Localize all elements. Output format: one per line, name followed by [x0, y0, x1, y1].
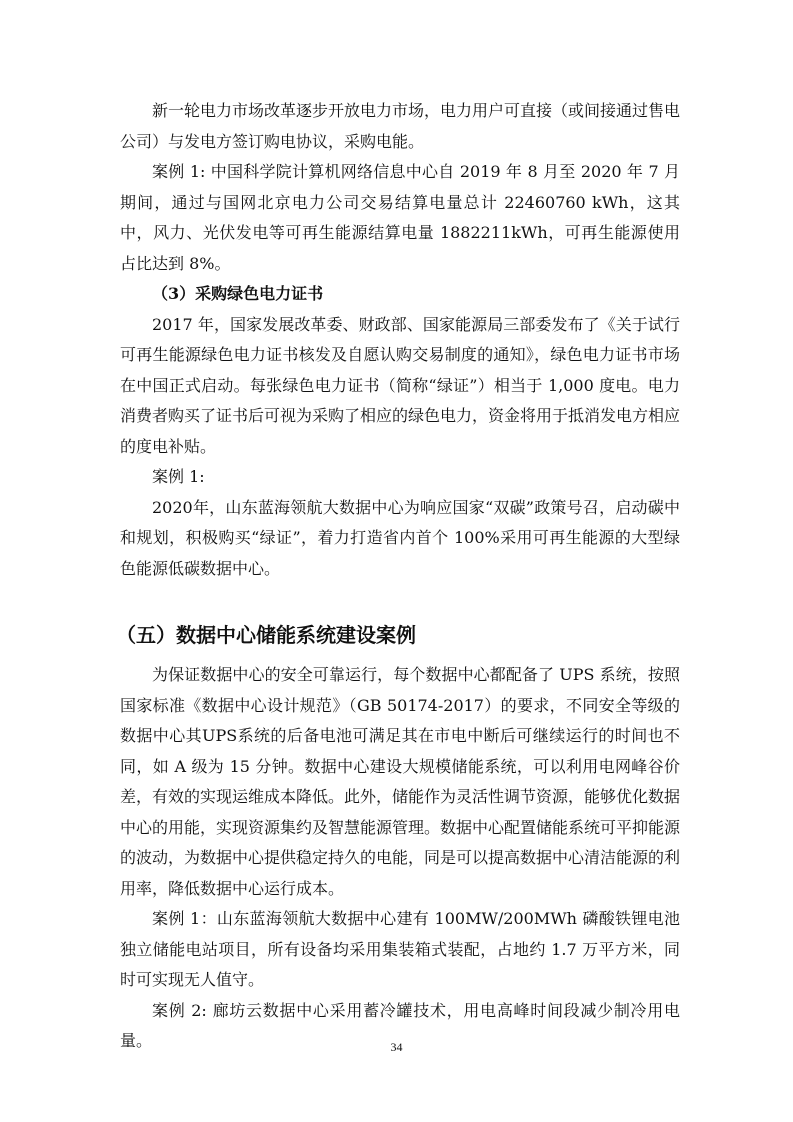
subheading-green-certificates: （3）采购绿色电力证书: [152, 284, 324, 303]
paragraph-case-shandong-green: 2020年，山东蓝海领航大数据中心为响应国家“双碳”政策号召，启动碳中和规划，积极购买“绿证”，着力打造省内首个 100%采用可再生能源的大型绿色能源低碳数据中心。: [120, 497, 680, 578]
paragraph-case-shandong-storage: 案例 1：山东蓝海领航大数据中心建有 100MW/200MWh 磷酸铁锂电池独立储能电站项目，所有设备均采用集装箱式装配，占地约 1.7 万平方米，同时可实现无人值守。: [120, 909, 680, 989]
paragraph-case-langfang: 案例 2: 廊坊云数据中心采用蓄冷罐技术，用电高峰时间段减少制冷用电量。: [120, 1000, 680, 1050]
page-number: 34: [390, 1040, 403, 1054]
paragraph-case-label: 案例 1:: [152, 467, 205, 486]
paragraph-storage-intro: 为保证数据中心的安全可靠运行，每个数据中心都配备了 UPS 系统，按照国家标准《数据中心设计规范》（GB 50174-2017）的要求，不同安全等级的数据中心其UPS系统的后备电池可满足其在市电中断后可继续运行的时间也不同，如 A 级为 15 分钟。数据中心建设大规模储能系统，可以利用电网峰谷价差，有效的实现运维成本降低。此外，储能作为灵活性调节资源，能够优化数据中心的用能，实现资源集约及智慧能源管理。数据中心配置储能系统可平抑能源的波动，为数据中心提供稳定持久的电能，同是可以提高数据中心清洁能源的利用率，降低数据中心运行成本。: [120, 665, 681, 898]
paragraph-green-certificate-intro: 2017 年，国家发展改革委、财政部、国家能源局三部委发布了《关于试行可再生能源绿色电力证书核发及自愿认购交易制度的通知》，绿色电力证书市场在中国正式启动。每张绿色电力证书（简称“绿证”）相当于 1,000 度电。电力消费者购买了证书后可视为采购了相应的绿色电力，资金将用于抵消发电方相应的度电补贴。: [120, 314, 681, 456]
section-heading-storage: （五）数据中心储能系统建设案例: [116, 623, 416, 647]
paragraph-case-cas: 案例 1: 中国科学院计算机网络信息中心自 2019 年 8 月至 2020 年 7 月期间，通过与国网北京电力公司交易结算电量总计 22460760 kWh，这其中，风力、光伏发电等可再生能源结算电量 1882211kWh，可再生能源使用占比达到 8%。: [120, 162, 680, 273]
paragraph-electricity-market: 新一轮电力市场改革逐步开放电力市场，电力用户可直接（或间接通过售电公司）与发电方签订购电协议，采购电能。: [120, 101, 681, 151]
page-content: [116, 96, 681, 1057]
